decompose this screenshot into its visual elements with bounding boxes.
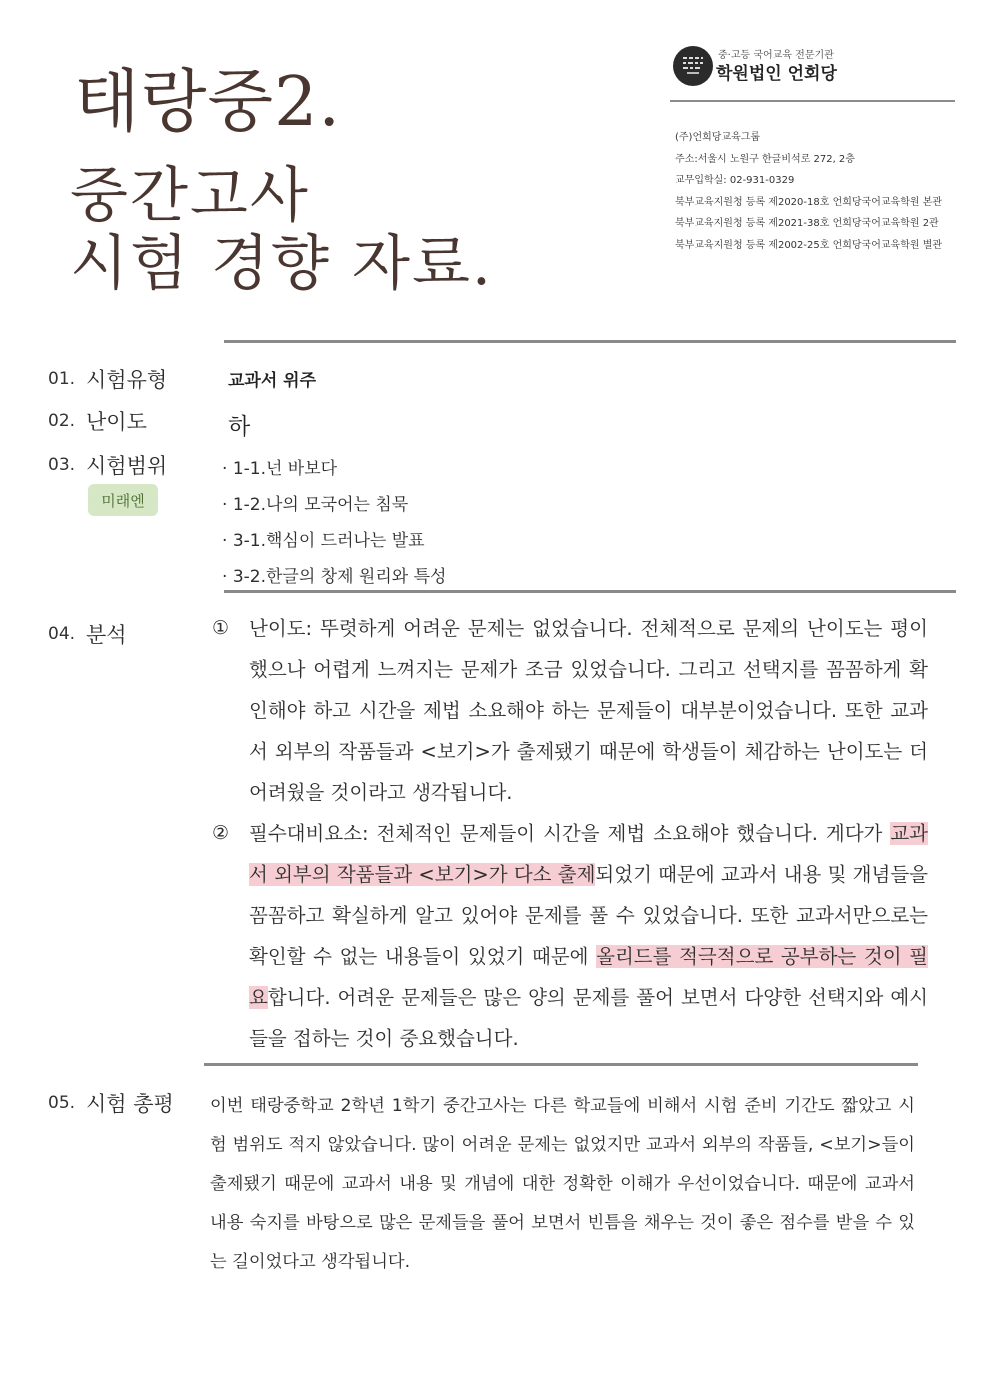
- section-number: 01.: [48, 369, 76, 389]
- brand-subtitle: 중·고등 국어교육 전문기관: [718, 50, 834, 61]
- scope-item: · 1-2.나의 모국어는 침묵: [222, 495, 409, 515]
- brand-divider: [670, 100, 955, 102]
- section-label-difficulty: 난이도: [86, 410, 147, 434]
- analysis-paragraph-2: ② 필수대비요소: 전체적인 문제들이 시간을 제법 소요해야 했습니다. 게다가 교과서 외부의 작품들과 <보기>가 다소 출제되었기 때문에 교과서 내용 및 개념들을 꼼꼼하고 확실하게 알고 있어야 문제를 풀 수 있었습니다. 또한 교과서만으로는 확인할 수 없는 내용들이 있었기 때문에 올리드를 적극적으로 공부하는 것이 필요합니다. 어려운 문제들은 많은 양의 문제를 풀어 보면서 다양한 선택지와 예시들을 접하는 것이 중요했습니다.: [212, 813, 928, 1059]
- brand-name: 학원법인 언회당: [716, 64, 837, 84]
- difficulty-value: 하: [228, 414, 251, 440]
- info-line: 북부교육지원청 등록 제2021-38호 언희당국어교육학원 2관: [675, 218, 939, 230]
- summary-text: 이번 태랑중학교 2학년 1학기 중간고사는 다른 학교들에 비해서 시험 준비 기간도 짧았고 시험 범위도 적지 않았습니다. 많이 어려운 문제는 없었지만 교과서 외부의 작품들, <보기>들이 출제됐기 때문에 교과서 내용 및 개념에 대한 정확한 이해가 우선이었습니다. 때문에 교과서 내용 숙지를 바탕으로 많은 문제들을 풀어 보면서 빈틈을 채우는 것이 좋은 점수를 받을 수 있는 길이었다고 생각됩니다.: [210, 1096, 915, 1272]
- analysis-body: [212, 608, 928, 1059]
- info-line: 주소:서울시 노원구 한글비석로 272, 2층: [675, 153, 855, 165]
- highlight-text: 교과서 외부의 작품들과 <보기>가 다소 출제: [249, 822, 928, 886]
- exam-type-value: 교과서 위주: [228, 371, 317, 391]
- scope-item: · 3-2.한글의 창제 원리와 특성: [222, 567, 447, 587]
- highlight-text: 올리드를 적극적으로 공부하는 것이 필요: [249, 945, 928, 1009]
- info-line: 북부교육지원청 등록 제2020-18호 언희당국어교육학원 본관: [675, 196, 943, 208]
- section-label-analysis: 분석: [86, 623, 127, 647]
- page-title: 태랑중2.: [74, 63, 341, 142]
- info-line: 북부교육지원청 등록 제2002-25호 언희당국어교육학원 별관: [675, 239, 943, 251]
- section-divider: [224, 340, 956, 343]
- info-line: 교무입학실: 02-931-0329: [675, 175, 795, 187]
- section-label-summary: 시험 총평: [86, 1092, 174, 1116]
- paragraph-marker: ①: [212, 617, 230, 639]
- scope-item: · 3-1.핵심이 드러나는 발표: [222, 531, 425, 551]
- section-number: 04.: [48, 624, 76, 644]
- scope-list: [222, 451, 446, 595]
- section-label-exam-type: 시험유형: [86, 368, 168, 392]
- analysis-paragraph-1: ① 난이도: 뚜렷하게 어려운 문제는 없었습니다. 전체적으로 문제의 난이도는 평이했으나 어렵게 느껴지는 문제가 조금 있었습니다. 그리고 선택지를 꼼꼼하게 확인해야 하고 시간을 제법 소요해야 하는 문제들이 대부분이었습니다. 또한 교과서 외부의 작품들과 <보기>가 출제됐기 때문에 학생들이 체감하는 난이도는 더 어려웠을 것이라고 생각됩니다.: [212, 608, 928, 813]
- section-label-scope: 시험범위: [86, 454, 168, 478]
- section-number: 02.: [48, 411, 76, 431]
- publisher-badge: 미래엔: [88, 484, 158, 516]
- scope-item: · 1-1.넌 바보다: [222, 459, 338, 479]
- section-number: 03.: [48, 455, 76, 475]
- section-divider: [204, 1063, 918, 1066]
- seal-logo-graphic: [678, 51, 708, 81]
- subtitle-line-1: 중간고사: [70, 161, 310, 231]
- subtitle-line-2: 시험 경향 자료.: [70, 229, 493, 299]
- paragraph-marker: ②: [212, 822, 230, 844]
- section-number: 05.: [48, 1093, 76, 1113]
- seal-logo-icon: [673, 46, 713, 86]
- page-subtitle: [70, 162, 493, 298]
- academy-info: [675, 127, 942, 257]
- info-line: (주)언희당교육그룹: [675, 132, 761, 143]
